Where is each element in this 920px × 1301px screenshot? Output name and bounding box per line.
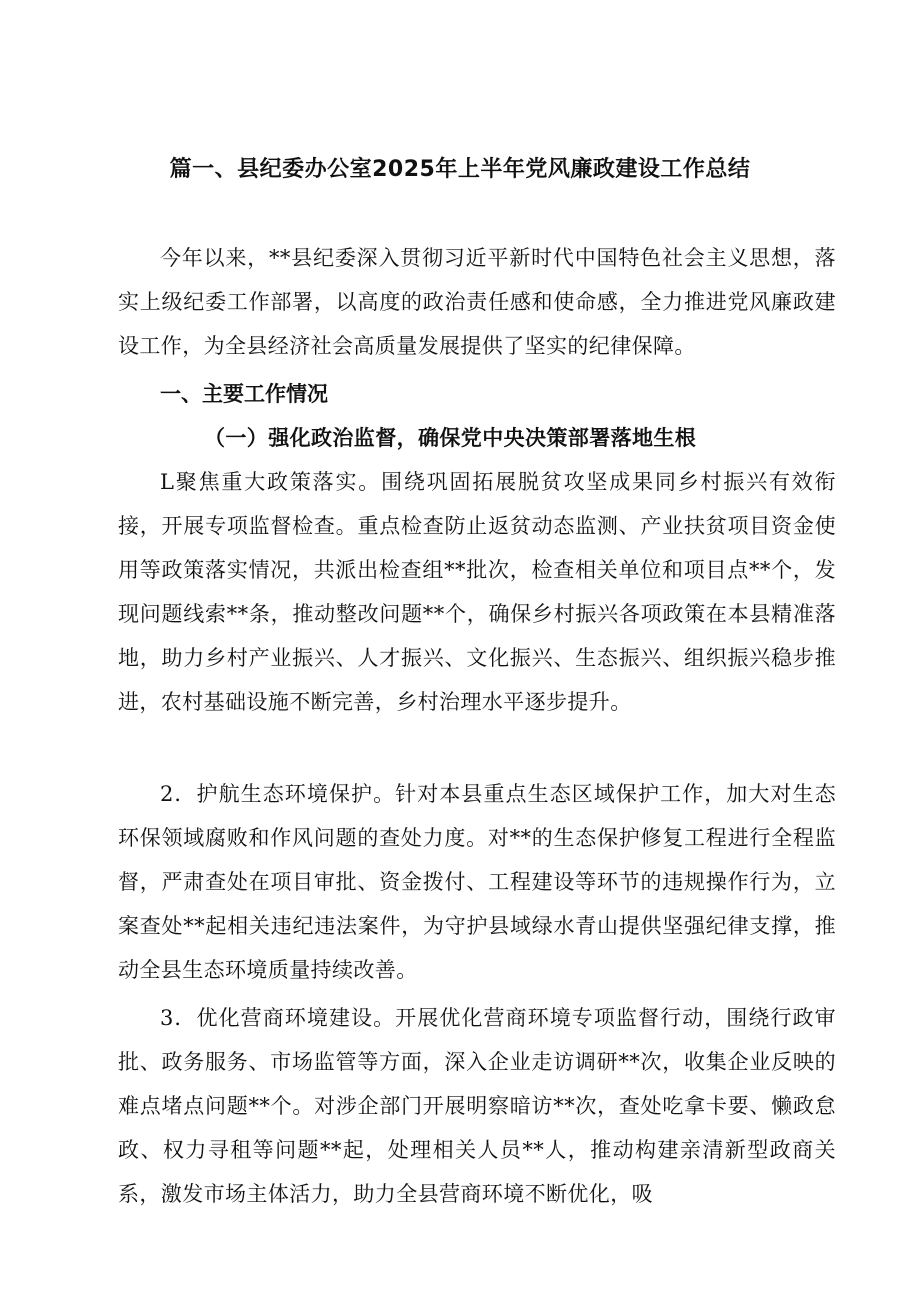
subsection-heading-political-supervision: （一）强化政治监督，确保党中央决策部署落地生根: [204, 425, 697, 450]
paragraph-item-2: 2．护航生态环境保护。针对本县重点生态区域保护工作，加大对生态环保领域腐败和作风问题的查处力度。对**的生态保护修复工程进行全程监督，严肃查处在项目审批、资金拨付、工程建设等环节的违规操作行为，立案查处**起相关违纪违法案件，为守护县域绿水青山提供坚强纪律支撑，推动全县生态环境质量持续改善。: [118, 782, 836, 982]
intro-paragraph: 今年以来，**县纪委深入贯彻习近平新时代中国特色社会主义思想，落实上级纪委工作部署，以高度的政治责任感和使命感，全力推进党风廉政建设工作，为全县经济社会高质量发展提供了坚实的纪律保障。: [118, 246, 836, 358]
paragraph-item-1: L聚焦重大政策落实。围绕巩固拓展脱贫攻坚成果同乡村振兴有效衔接，开展专项监督检查。重点检查防止返贫动态监测、产业扶贫项目资金使用等政策落实情况，共派出检查组**批次，检查相关单位和项目点**个，发现问题线索**条，推动整改问题**个，确保乡村振兴各项政策在本县精准落地，助力乡村产业振兴、人才振兴、文化振兴、生态振兴、组织振兴稳步推进，农村基础设施不断完善，乡村治理水平逐步提升。: [118, 470, 836, 714]
section-heading-main-work: 一、主要工作情况: [160, 382, 328, 406]
paragraph-item-3: 3．优化营商环境建设。开展优化营商环境专项监督行动，围绕行政审批、政务服务、市场监管等方面，深入企业走访调研**次，收集企业反映的难点堵点问题**个。对涉企部门开展明察暗访**次，查处吃拿卡要、懒政怠政、权力寻租等问题**起，处理相关人员**人，推动构建亲清新型政商关系，激发市场主体活力，助力全县营商环境不断优化，吸: [118, 1006, 836, 1206]
document-title: 篇一、县纪委办公室2025年上半年党风廉政建设工作总结: [169, 157, 751, 182]
